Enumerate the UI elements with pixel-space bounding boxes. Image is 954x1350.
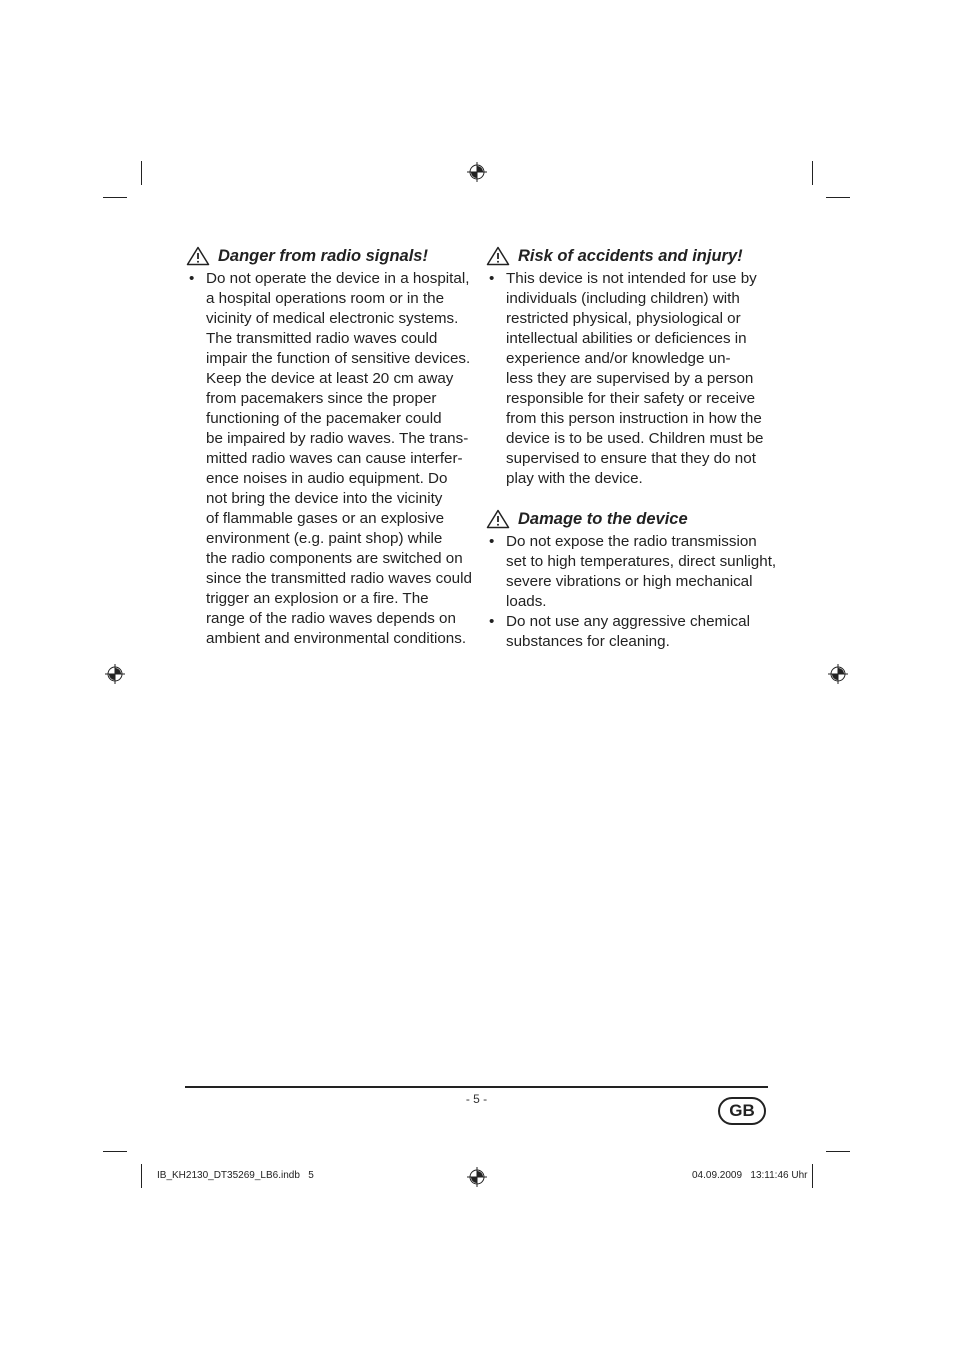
text-line: loads.	[506, 593, 547, 610]
text-line: functioning of the pacemaker could	[206, 410, 442, 427]
text-line: impair the function of sensitive devices.	[206, 350, 471, 367]
footer-rule	[185, 1086, 768, 1088]
text-line: since the transmitted radio waves could	[206, 570, 472, 587]
crop-mark	[141, 161, 142, 185]
page-number: - 5 -	[465, 1092, 488, 1106]
bullet-list	[186, 269, 476, 649]
registration-target-icon	[828, 664, 848, 684]
text-line: mitted radio waves can cause interfer-	[206, 450, 463, 467]
registration-target-icon	[467, 1167, 487, 1187]
text-line: not bring the device into the vicinity	[206, 490, 443, 507]
text-line: The transmitted radio waves could	[206, 330, 438, 347]
section-heading-accidents	[486, 244, 786, 268]
text-line: This device is not intended for use by	[506, 270, 757, 287]
crop-mark	[103, 197, 127, 198]
text-line: range of the radio waves depends on	[206, 610, 456, 627]
text-line: Do not use any aggressive chemical	[506, 613, 750, 630]
crop-mark	[826, 1151, 850, 1152]
warning-triangle-icon	[486, 246, 510, 266]
text-line: device is to be used. Children must be	[506, 430, 764, 447]
text-line: ambient and environmental conditions.	[206, 630, 467, 647]
section-heading-text: Risk of accidents and injury!	[518, 246, 743, 265]
list-item	[186, 269, 476, 649]
section-spacer	[486, 489, 786, 507]
section-heading-text: Damage to the device	[518, 509, 688, 528]
right-column	[486, 244, 786, 652]
registration-target-icon	[105, 664, 125, 684]
text-line: set to high temperatures, direct sunlight,	[506, 553, 777, 570]
language-badge: GB	[718, 1097, 766, 1125]
crop-mark	[812, 1164, 813, 1188]
text-line: Keep the device at least 20 cm away	[206, 370, 454, 387]
crop-mark	[826, 197, 850, 198]
text-line: substances for cleaning.	[506, 633, 670, 650]
text-line: trigger an explosion or a fire. The	[206, 590, 429, 607]
text-line: be impaired by radio waves. The trans-	[206, 430, 469, 447]
text-line: vicinity of medical electronic systems.	[206, 310, 459, 327]
text-line: Do not operate the device in a hospital,	[206, 270, 470, 287]
left-column	[186, 244, 476, 649]
text-line: supervised to ensure that they do not	[506, 450, 756, 467]
text-line: intellectual abilities or deficiences in	[506, 330, 747, 347]
section-heading-damage	[486, 507, 786, 531]
text-line: a hospital operations room or in the	[206, 290, 445, 307]
text-line: ence noises in audio equipment. Do	[206, 470, 448, 487]
list-item	[486, 532, 786, 612]
slug-timestamp: 04.09.2009 13:11:46 Uhr	[692, 1170, 808, 1181]
text-line: environment (e.g. paint shop) while	[206, 530, 443, 547]
text-line: experience and/or knowledge un-	[506, 350, 731, 367]
text-line: responsible for their safety or receive	[506, 390, 756, 407]
text-line: individuals (including children) with	[506, 290, 740, 307]
section-heading-radio-signals	[186, 244, 476, 268]
text-line: from pacemakers since the proper	[206, 390, 437, 407]
slug-file-info: IB_KH2130_DT35269_LB6.indb 5	[157, 1170, 314, 1181]
text-line: the radio components are switched on	[206, 550, 463, 567]
text-line: restricted physical, physiological or	[506, 310, 741, 327]
text-line: severe vibrations or high mechanical	[506, 573, 753, 590]
warning-triangle-icon	[486, 509, 510, 529]
bullet-list	[486, 269, 786, 489]
text-line: less they are supervised by a person	[506, 370, 754, 387]
warning-triangle-icon	[186, 246, 210, 266]
text-line: play with the device.	[506, 470, 643, 487]
list-item	[486, 269, 786, 489]
crop-mark	[141, 1164, 142, 1188]
text-line: of flammable gases or an explosive	[206, 510, 445, 527]
bullet-list	[486, 532, 786, 652]
section-heading-text: Danger from radio signals!	[218, 246, 428, 265]
crop-mark	[103, 1151, 127, 1152]
text-line: from this person instruction in how the	[506, 410, 762, 427]
list-item	[486, 612, 786, 652]
text-line: Do not expose the radio transmission	[506, 533, 757, 550]
registration-target-icon	[467, 162, 487, 182]
crop-mark	[812, 161, 813, 185]
